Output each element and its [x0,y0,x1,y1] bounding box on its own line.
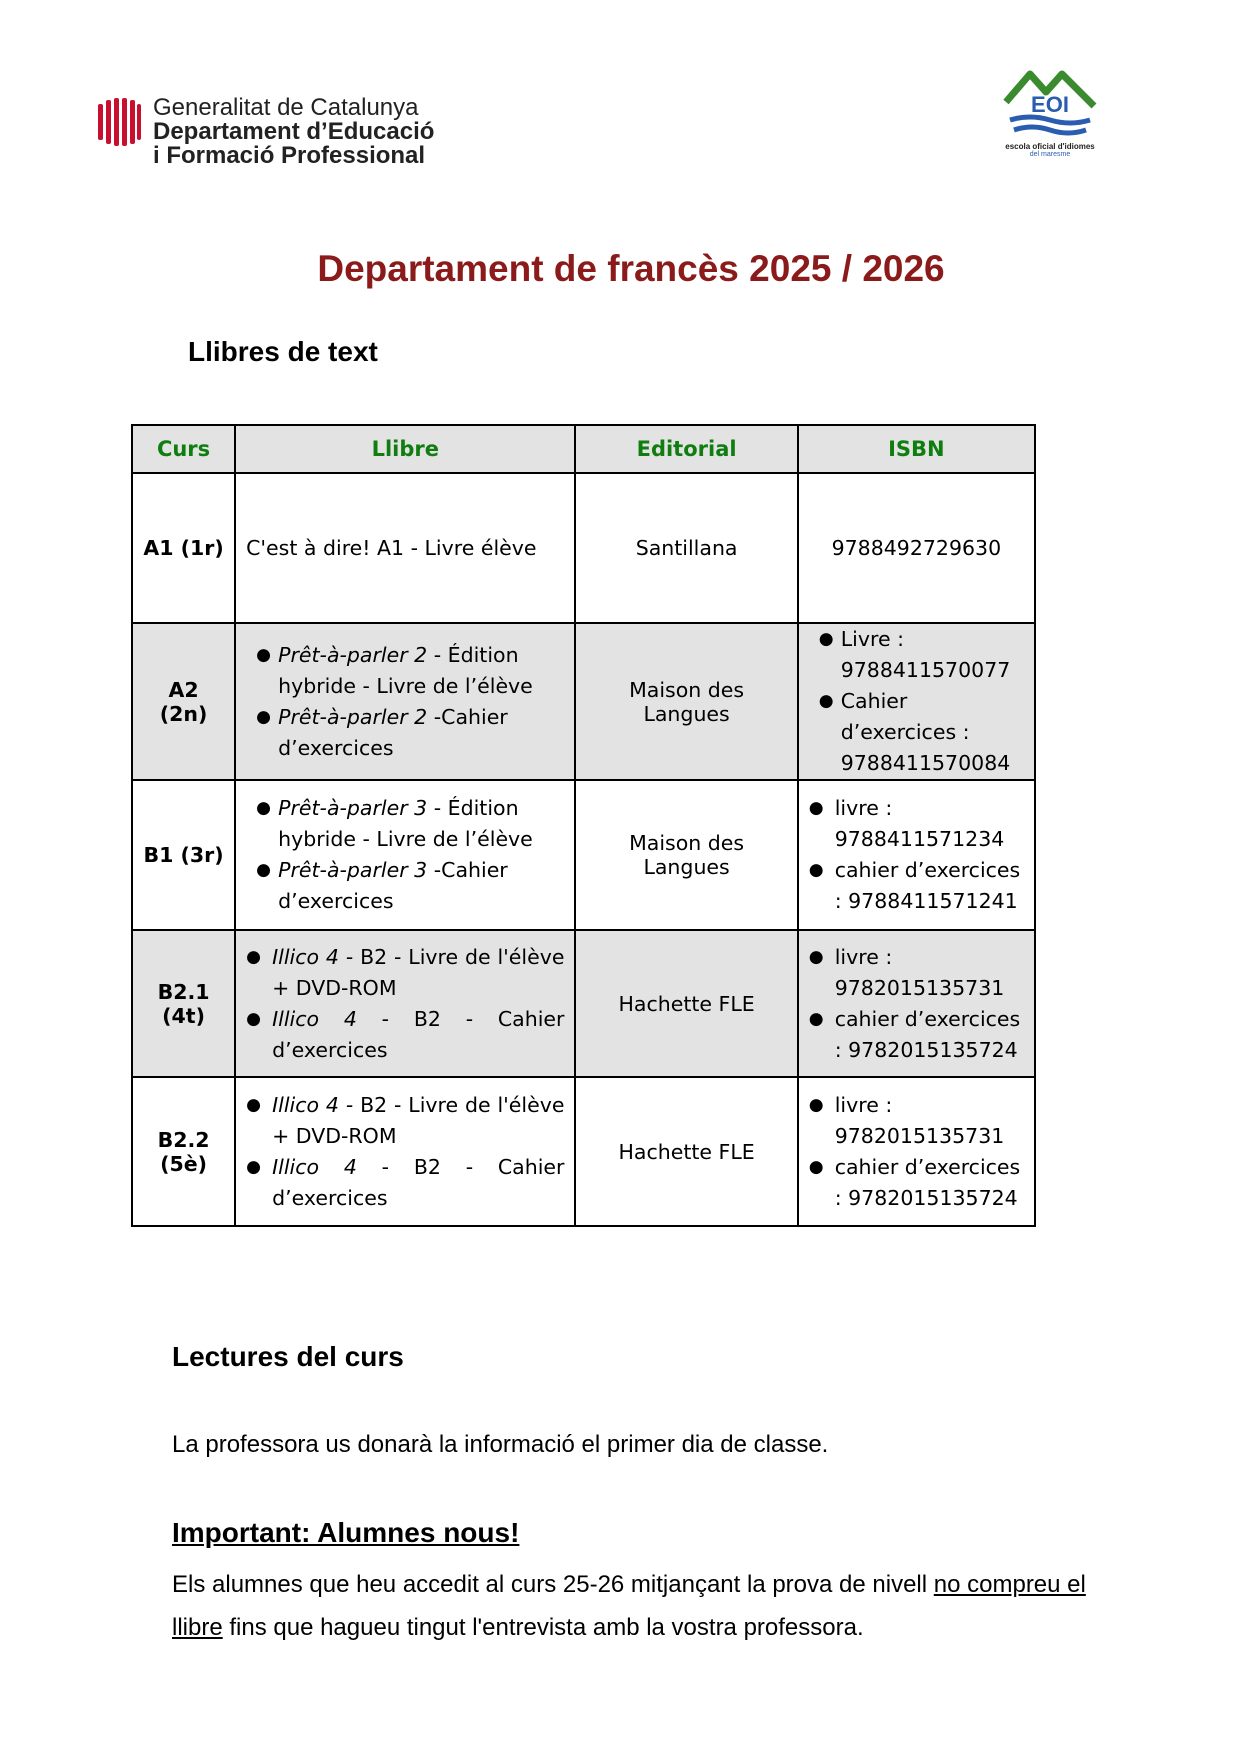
list-item: ● Cahier d’exercices : 9788411570084 [809,686,1024,779]
cell-isbn [798,623,1035,780]
gencat-line3: i Formació Professional [153,142,426,169]
important-text: Els alumnes que heu accedit al curs 25-26 mitjançant la prova de nivell no compreu el llibre fins que hagueu tingut l'entrevista amb la vostra professora. [172,1571,1086,1641]
list-item: ● cahier d’exercices : 9782015135724 [809,1152,1024,1214]
cell-editorial: Santillana [575,473,797,623]
list-item: ● Livre : 9788411570077 [809,624,1024,686]
list-item: ● cahier d’exercices : 9788411571241 [809,855,1024,917]
cell-isbn [798,1077,1035,1226]
list-item: ● Prêt-à-parler 2 - Édition hybride - Livre de l’élève [246,640,564,702]
list-item: ● livre : 9788411571234 [809,793,1024,855]
eoi-caption-line2: del maresme [1029,151,1071,158]
textbooks-table [131,424,1036,1227]
eoi-logo [1000,68,1100,168]
list-item: ● Illico 4 - B2 - Livre de l'élève + DVD-ROM [246,1090,564,1152]
list-item: ● Illico 4 - B2 - Cahier d’exercices [246,1004,564,1066]
cell-llibre [235,930,575,1077]
cell-editorial: Hachette FLE [575,930,797,1077]
cell-editorial: Hachette FLE [575,1077,797,1226]
header-editorial: Editorial [575,425,797,473]
gencat-line2: Departament d’Educació [153,118,435,145]
cell-editorial: Maison des Langues [575,623,797,780]
cell-curs: B2.2 (5è) [132,1077,235,1226]
generalitat-logo [97,96,467,176]
table-header-row [132,425,1035,473]
header-llibre: Llibre [235,425,575,473]
table-row [132,1077,1035,1226]
list-item: ● livre : 9782015135731 [809,942,1024,1004]
list-item: ● Illico 4 - B2 - Livre de l'élève + DVD-ROM [246,942,564,1004]
eoi-logo-text: EOI [1031,92,1069,117]
cell-llibre [235,623,575,780]
list-item: ● Prêt-à-parler 3 -Cahier d’exercices [246,855,564,917]
table-row [132,780,1035,930]
gencat-line1: Generalitat de Catalunya [153,94,419,121]
list-item: ● Prêt-à-parler 2 -Cahier d’exercices [246,702,564,764]
textbooks-heading: Llibres de text [188,336,378,367]
cell-editorial: Maison des Langues [575,780,797,930]
header-curs: Curs [132,425,235,473]
list-item: ● livre : 9782015135731 [809,1090,1024,1152]
table-row [132,473,1035,623]
cell-llibre [235,1077,575,1226]
cell-llibre [235,780,575,930]
important-heading: Important: Alumnes nous! [172,1517,520,1548]
cell-curs: B1 (3r) [132,780,235,930]
eoi-house-icon [1000,68,1100,142]
table-row [132,930,1035,1077]
readings-text: La professora us donarà la informació el primer dia de classe. [172,1431,829,1458]
list-item: ● Prêt-à-parler 3 - Édition hybride - Livre de l’élève [246,793,564,855]
table-row [132,623,1035,780]
cell-curs: B2.1 (4t) [132,930,235,1077]
list-item: ● cahier d’exercices : 9782015135724 [809,1004,1024,1066]
cell-isbn [798,930,1035,1077]
underlined-warning: no compreu el llibre [172,1571,1086,1641]
cell-llibre: C'est à dire! A1 - Livre élève [235,473,575,623]
eoi-caption-line1: escola oficial d'idiomes [1005,142,1095,151]
senyera-icon [97,98,141,146]
cell-curs: A1 (1r) [132,473,235,623]
cell-curs: A2 (2n) [132,623,235,780]
cell-isbn [798,780,1035,930]
header-isbn: ISBN [798,425,1035,473]
list-item: ● Illico 4 - B2 - Cahier d’exercices [246,1152,564,1214]
readings-heading: Lectures del curs [172,1341,404,1372]
cell-isbn: 9788492729630 [798,473,1035,623]
document-title: Departament de francès 2025 / 2026 [317,248,945,289]
